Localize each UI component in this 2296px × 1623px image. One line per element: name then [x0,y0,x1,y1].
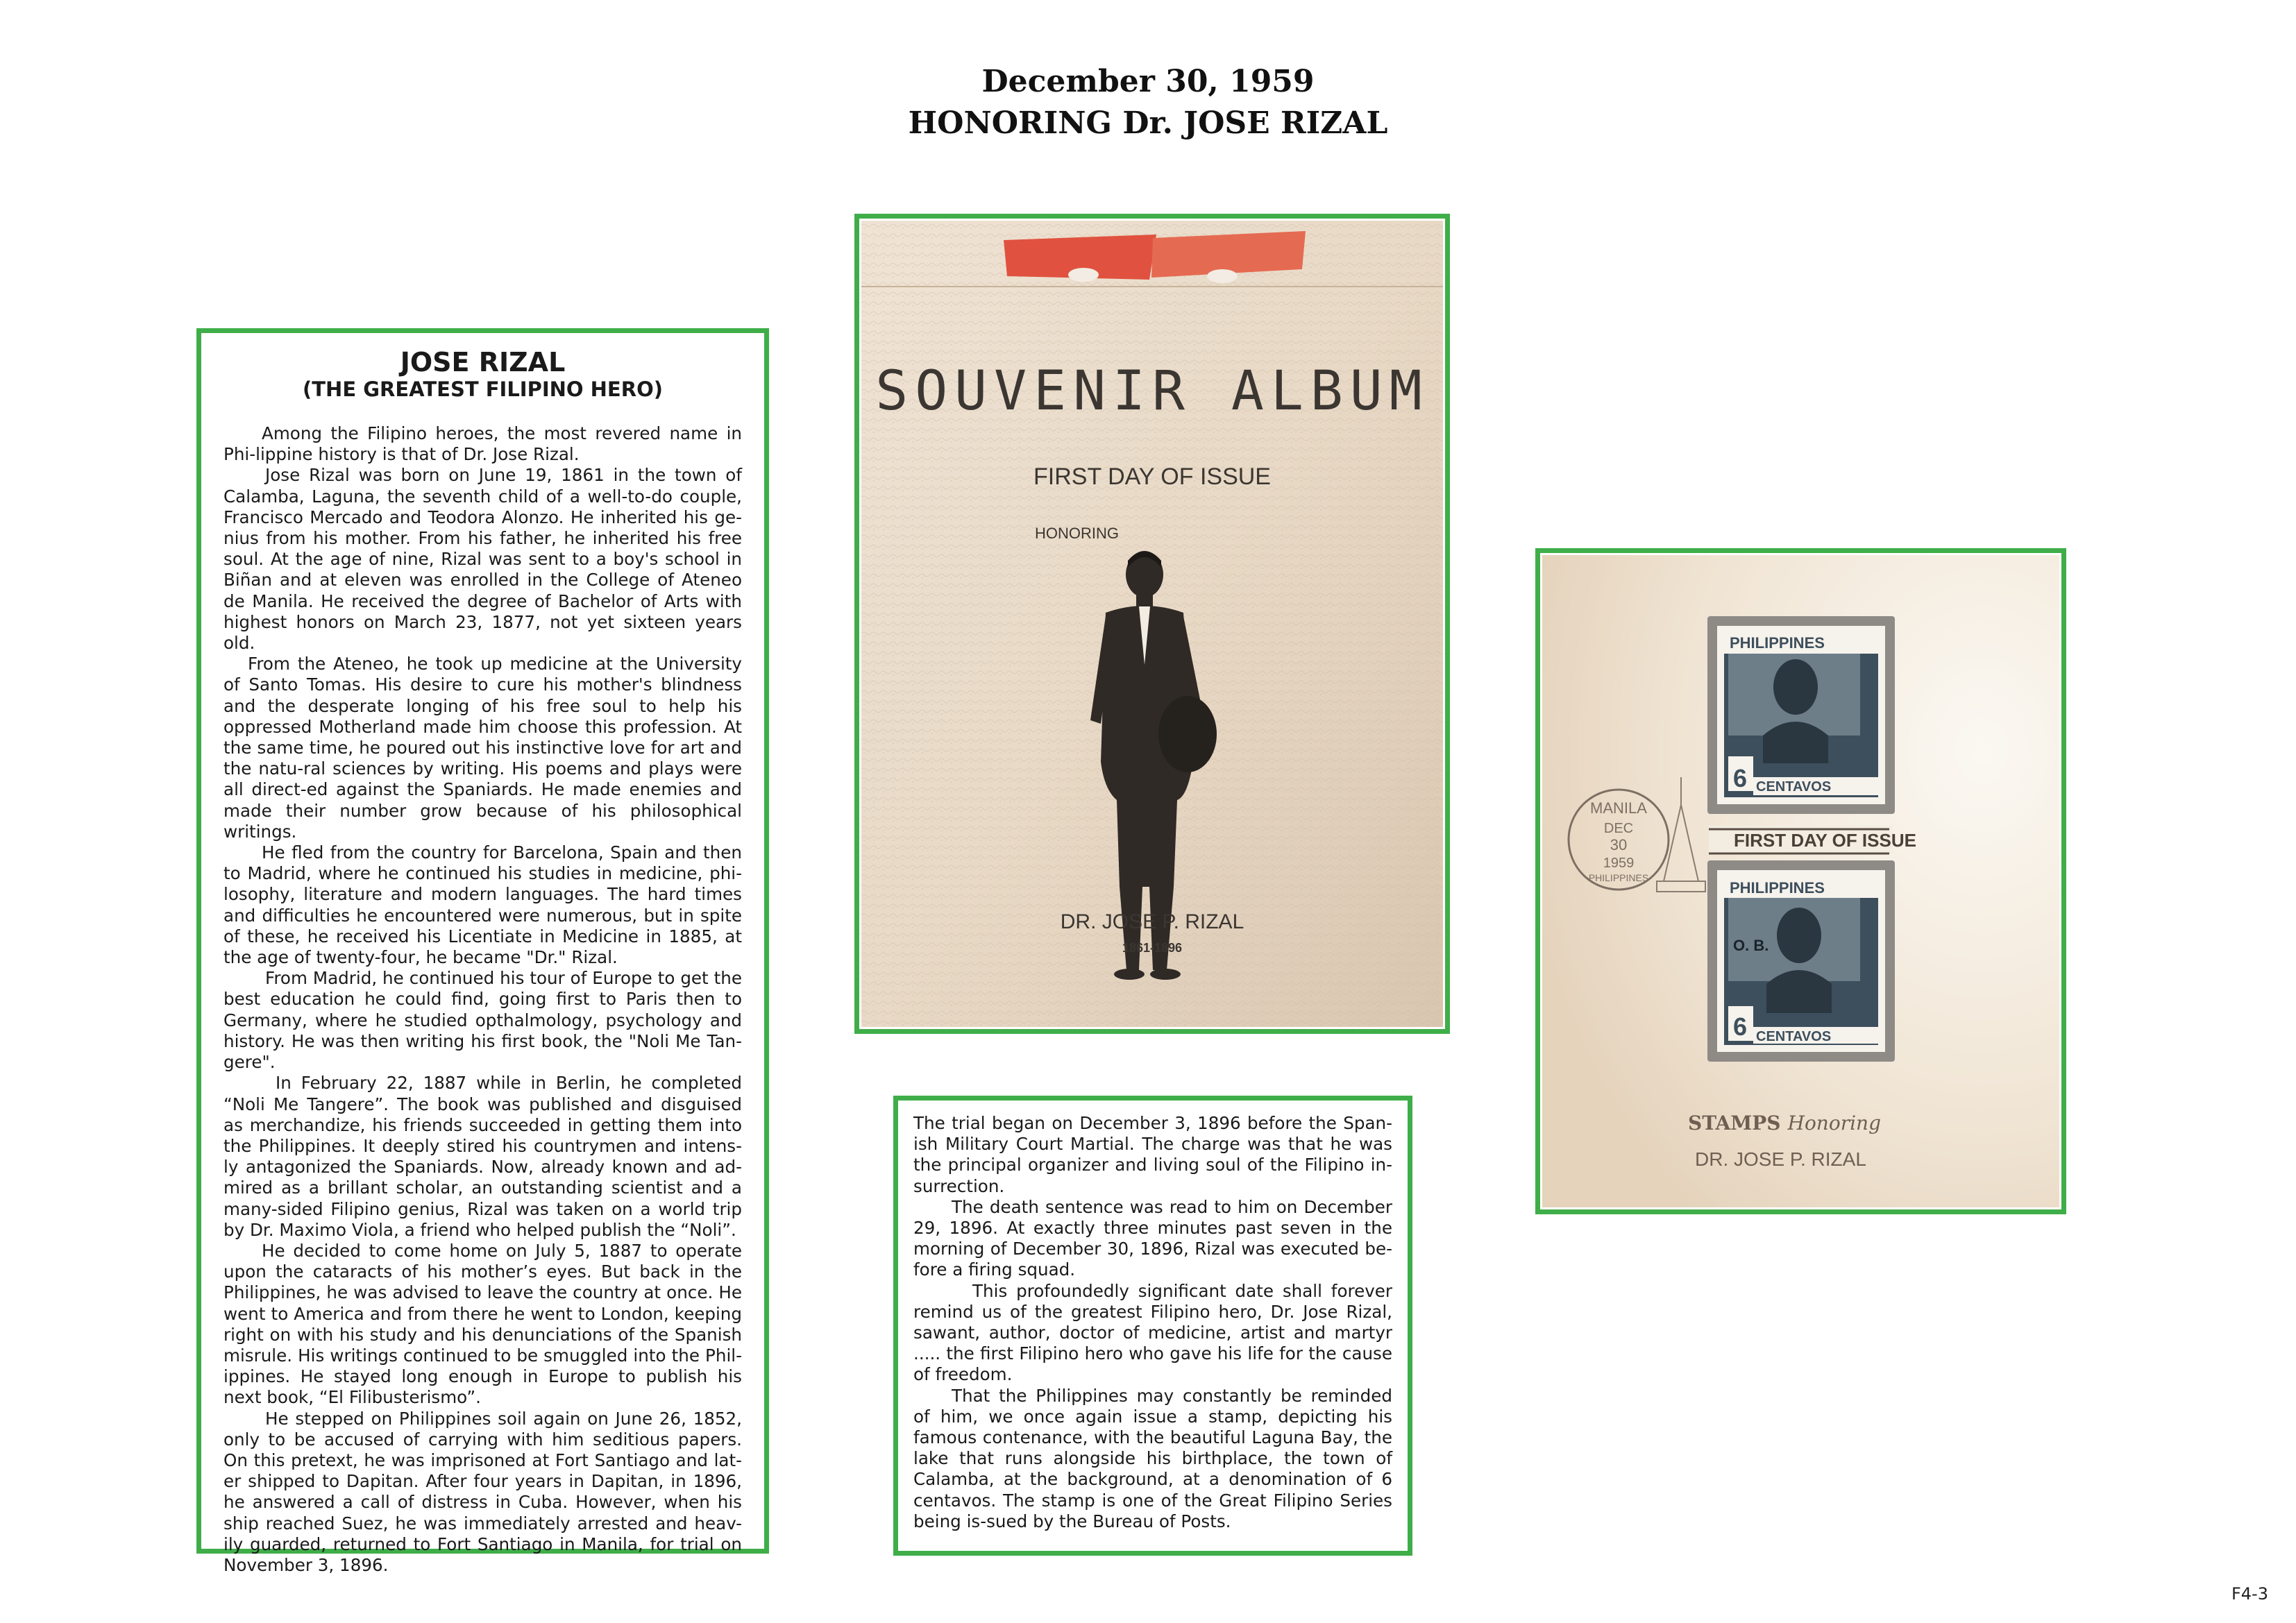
bio-paragraph: In February 22, 1887 while in Berlin, he completed “Noli Me Tangere”. The book was published and disguised as merchandize, his friends succeeded in getting them into the Philippines. It deeply stired his countrymen and intens-ly antagonized the Spaniards. Now, already known and ad-mired as a brillant scholar, an outstanding scientist and a many-sided Filipino genius, Rizal was taken on a world trip by Dr. Maximo Viola, a friend who helped publish the “Noli”. [223,1073,742,1240]
postmark-day: 30 [1610,836,1628,853]
bio-paragraph: Jose Rizal was born on June 19, 1861 in the town of Calamba, Laguna, the seventh child of a well-to-do couple, Francisco Mercado and Teodora Alonzo. He inherited his ge-nius from his mother. From his father, he inherited his free soul. At the age of nine, Rizal was sent to a boy's school in Biñan and at eleven was enrolled in the College of Ateneo de Manila. He received the degree of Bachelor of Arts with highest honors on March 23, 1877, not yet sixteen years old. [223,465,742,654]
stamps-cover-image [1542,555,2059,1207]
trial-paragraph: That the Philippines may constantly be reminded of him, we once again issue a stamp, depicting his famous contenance, with the beautiful Laguna Bay, the lake that runs alongside his birthplace, the town of Calamba, at the background, at a denomination of 6 centavos. The stamp is one of the Great Filipino Series being is-sued by the Bureau of Posts. [913,1385,1392,1531]
trial-paragraph: The death sentence was read to him on December 29, 1896. At exactly three minutes past seven in the morning of December 30, 1896, Rizal was executed be-fore a firing squad. [913,1196,1392,1280]
stamp2-country: PHILIPPINES [1730,879,1825,897]
bio-paragraph: From the Ateneo, he took up medicine at the University of Santo Tomas. His desire to cure his mother's blindness and the desperate longing of his free soul to help his oppressed Motherland made him choose this profession. At the same time, he poured out his instinctive love for art and the natu-ral sciences by writing. His poems and plays were all direct-ed against the Spaniards. He made enemies and made their number grow because of his philosophical writings. [223,654,742,842]
stamp1-unit: CENTAVOS [1756,779,1832,794]
postmark-city: MANILA [1590,799,1647,817]
album-title: SOUVENIR ALBUM [875,360,1429,423]
cancel-text: FIRST DAY OF ISSUE [1734,830,1916,851]
album-name: DR. JOSE P. RIZAL [1060,910,1244,933]
album-subtitle: FIRST DAY OF ISSUE [1033,464,1271,490]
page-date: December 30, 1959 [981,64,1315,99]
bio-paragraph: He decided to come home on July 5, 1887 to operate upon the cataracts of his mother’s eyes. But back in the Philippines, he was advised to leave the country at once. He went to America and from there he went to London, keeping right on with his study and his denunciations of the Spanish misrule. His writings continued to be smuggled into the Phil-ippines. He stayed long enough in Europe to publish his next book, “El Filibusterismo”. [223,1240,742,1408]
stamp1-value: 6 [1733,764,1748,792]
trial-box [893,1096,1412,1556]
postmark-month: DEC [1603,821,1634,836]
album-honoring: HONORING [1035,525,1119,542]
bio-title: JOSE RIZAL [400,347,566,377]
album-cover-frame [854,214,1450,1034]
stamps-cover-frame [1535,548,2066,1214]
trial-paragraph: This profoundedly significant date shall forever remind us of the greatest Filipino hero, Dr. Jose Rizal, sawant, author, doctor of medicine, artist and martyr ..... the first Filipino hero who gave his life for the cause of freedom. [913,1280,1392,1385]
page-title: HONORING Dr. JOSE RIZAL [908,105,1388,141]
bio-subtitle: (THE GREATEST FILIPINO HERO) [303,377,663,401]
trial-paragraph: The trial began on December 3, 1896 before the Span-ish Military Court Martial. The charge was that he was the principal organizer and living soul of the Filipino in-surrection. [913,1113,1392,1196]
postmark-country: PHILIPPINES [1588,872,1649,883]
biography-box [196,328,769,1575]
bio-paragraph: From Madrid, he continued his tour of Europe to get the best education he could find, going first to Paris then to Germany, where he studied opthalmology, psychology and history. He was then writing his first book, the "Noli Me Tan-gere". [223,968,742,1073]
postmark-year: 1959 [1603,856,1635,871]
stamp2-value: 6 [1733,1012,1748,1041]
cover-caption-2: DR. JOSE P. RIZAL [1695,1148,1866,1170]
bio-paragraph: Among the Filipino heroes, the most revered name in Phi-lippine history is that of Dr. Jose Rizal. [223,423,742,465]
bio-paragraph: He fled from the country for Barcelona, Spain and then to Madrid, where he continued his studies in medicine, phi-losophy, literature and modern languages. The hard times and difficulties he encountered were numerous, but in spite of these, he received his Licentiate in Medicine in 1885, at the age of twenty-four, he became "Dr." Rizal. [223,842,742,968]
cover-caption-1: STAMPS Honoring [1688,1112,1881,1135]
trial-text [898,1101,1408,1532]
bio-paragraph: He stepped on Philippines soil again on June 26, 1852, only to be accused of carrying with him seditious papers. On this pretext, he was imprisoned at Fort Santiago and lat-er shipped to Dapitan. After four years in Dapitan, in 1896, he answered a call of distress in Cuba. However, when his ship reached Suez, he was immediately arrested and heav-ily guarded, returned to Fort Santiago in Manila, for trial on November 3, 1896. [223,1408,742,1575]
album-cover-image [861,221,1443,1027]
stamp2-overprint: O. B. [1733,937,1769,954]
bio-text [223,423,742,1576]
page-number: F4-3 [2231,1584,2268,1604]
stamp2-unit: CENTAVOS [1756,1029,1832,1044]
stamp1-country: PHILIPPINES [1730,634,1825,652]
album-years: 1861-1896 [1122,941,1183,955]
